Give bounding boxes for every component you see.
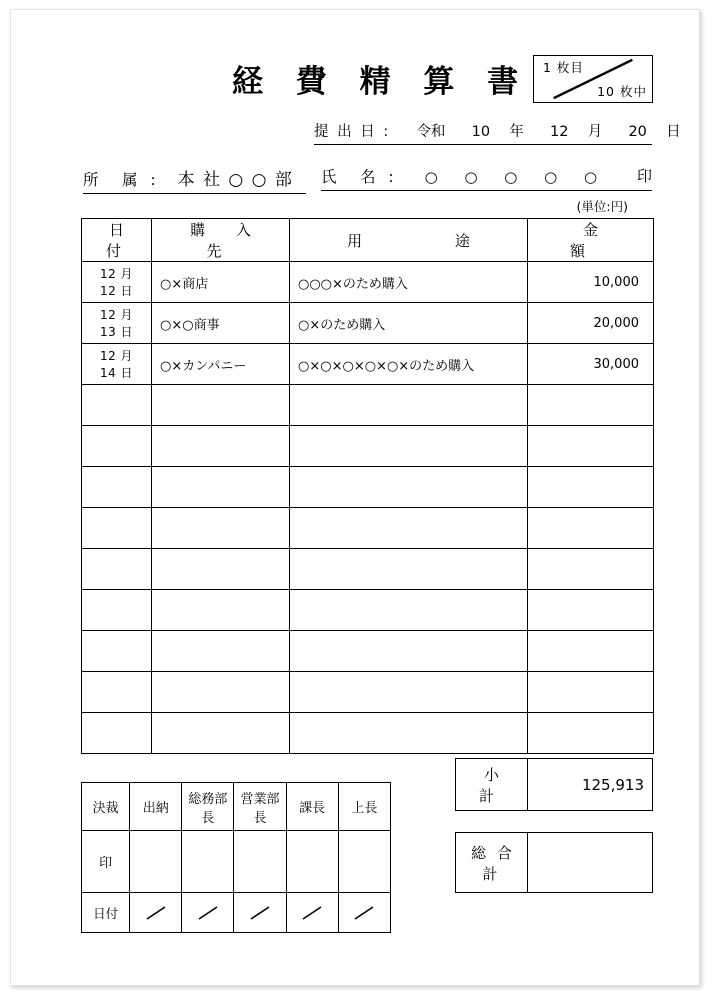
cell-use[interactable]: ○○○×のため購入: [290, 262, 528, 303]
grand-total-row: [456, 833, 653, 893]
cell-vendor[interactable]: [152, 426, 290, 467]
cell-use[interactable]: ○×のため購入: [290, 303, 528, 344]
approval-seal-row: [82, 831, 391, 893]
cell-amount[interactable]: [528, 713, 654, 754]
subtotal-value[interactable]: 125,913: [528, 759, 653, 811]
submit-date-label: 提 出 日 :: [314, 124, 391, 140]
cell-date[interactable]: [82, 590, 152, 631]
page-total-label: 10 枚中: [597, 84, 647, 99]
cell-amount[interactable]: [528, 631, 654, 672]
approval-header-section-chief: 課長: [286, 783, 338, 831]
cell-date[interactable]: 12 月 12 日: [82, 262, 152, 303]
approval-date-cell[interactable]: [338, 893, 390, 933]
cell-use[interactable]: [290, 385, 528, 426]
name-field[interactable]: [321, 165, 652, 191]
cell-vendor[interactable]: [152, 590, 290, 631]
approval-header-decision: 決裁: [82, 783, 130, 831]
page-title: 経 費 精 算 書: [232, 64, 530, 100]
cell-date[interactable]: [82, 467, 152, 508]
approval-seal-cell[interactable]: [286, 831, 338, 893]
approval-header-general-manager: 総務部長: [182, 783, 234, 831]
cell-date[interactable]: [82, 713, 152, 754]
approval-seal-cell[interactable]: [338, 831, 390, 893]
table-row[interactable]: [82, 385, 654, 426]
cell-vendor[interactable]: [152, 672, 290, 713]
grand-total-box: [455, 832, 653, 893]
approval-date-cell[interactable]: [286, 893, 338, 933]
cell-use[interactable]: [290, 426, 528, 467]
cell-amount[interactable]: [528, 508, 654, 549]
approval-date-row: [82, 893, 391, 933]
cell-date[interactable]: [82, 385, 152, 426]
cell-vendor[interactable]: [152, 385, 290, 426]
cell-vendor[interactable]: [152, 467, 290, 508]
slash-icon: [139, 903, 173, 923]
cell-use[interactable]: ○×○×○×○×○×のため購入: [290, 344, 528, 385]
cell-use[interactable]: [290, 713, 528, 754]
header-use: 用 途: [290, 219, 528, 262]
cell-vendor[interactable]: [152, 549, 290, 590]
header-date: 日 付: [82, 219, 152, 262]
table-row[interactable]: [82, 508, 654, 549]
slash-icon: [347, 903, 381, 923]
cell-vendor[interactable]: [152, 631, 290, 672]
cell-date[interactable]: [82, 549, 152, 590]
grand-total-value[interactable]: [528, 833, 653, 893]
subtotal-box: [455, 758, 653, 811]
department-label: 所 属 :: [83, 171, 160, 189]
cell-date[interactable]: [82, 672, 152, 713]
table-row[interactable]: [82, 590, 654, 631]
subtotal-label: 小 計: [456, 759, 528, 811]
approval-header-superior: 上長: [338, 783, 390, 831]
cell-use[interactable]: [290, 672, 528, 713]
cell-date[interactable]: [82, 508, 152, 549]
slash-icon: [243, 903, 277, 923]
submit-date-era: 令和: [416, 124, 446, 140]
cell-amount[interactable]: [528, 467, 654, 508]
submit-date-month[interactable]: 12: [550, 124, 569, 140]
page-count-box: [533, 55, 653, 103]
currency-unit-note: (単位:円): [576, 199, 628, 214]
cell-vendor[interactable]: ○×○商事: [152, 303, 290, 344]
cell-use[interactable]: [290, 631, 528, 672]
cell-amount[interactable]: [528, 672, 654, 713]
cell-vendor[interactable]: ○×商店: [152, 262, 290, 303]
cell-vendor[interactable]: [152, 508, 290, 549]
approval-seal-cell[interactable]: [182, 831, 234, 893]
name-seal-label: 印: [636, 167, 652, 185]
approval-seal-cell[interactable]: [130, 831, 182, 893]
cell-use[interactable]: [290, 590, 528, 631]
expense-table: [81, 218, 654, 754]
cell-amount[interactable]: [528, 426, 654, 467]
table-row[interactable]: [82, 303, 654, 344]
cell-amount[interactable]: 20,000: [528, 303, 654, 344]
approval-header-sales-manager: 営業部長: [234, 783, 286, 831]
cell-vendor[interactable]: [152, 713, 290, 754]
grand-total-label: 総 合 計: [456, 833, 528, 893]
table-row[interactable]: [82, 631, 654, 672]
approval-date-label: 日付: [82, 893, 130, 933]
approval-seal-cell[interactable]: [234, 831, 286, 893]
cell-date[interactable]: 12 月 13 日: [82, 303, 152, 344]
slash-icon: [191, 903, 225, 923]
expense-table-body: [82, 262, 654, 754]
approval-date-cell[interactable]: [234, 893, 286, 933]
cell-amount[interactable]: [528, 590, 654, 631]
cell-use[interactable]: [290, 467, 528, 508]
table-row[interactable]: [82, 426, 654, 467]
cell-use[interactable]: [290, 549, 528, 590]
subtotal-row: [456, 759, 653, 811]
table-row[interactable]: [82, 344, 654, 385]
expense-table-header-row: [82, 219, 654, 262]
cell-date[interactable]: 12 月 14 日: [82, 344, 152, 385]
cell-amount[interactable]: [528, 549, 654, 590]
name-value[interactable]: ○ ○ ○ ○ ○: [424, 168, 609, 186]
table-row[interactable]: [82, 549, 654, 590]
name-label: 氏 名 :: [321, 168, 398, 186]
cell-date[interactable]: [82, 631, 152, 672]
department-value[interactable]: 本 社 ○ ○ 部: [177, 170, 294, 190]
approval-table: [81, 782, 391, 933]
table-row[interactable]: [82, 713, 654, 754]
page-current-label: 1 枚目: [543, 60, 584, 75]
submit-date-year[interactable]: 10: [471, 124, 491, 140]
submit-date-day-unit: 日: [666, 124, 681, 140]
cell-amount[interactable]: 10,000: [528, 262, 654, 303]
document-paper: [10, 9, 700, 986]
table-row[interactable]: [82, 672, 654, 713]
submit-date-line: [314, 120, 681, 145]
approval-date-cell[interactable]: [182, 893, 234, 933]
submit-date-year-unit: 年: [509, 124, 524, 140]
approval-date-cell[interactable]: [130, 893, 182, 933]
header-vendor: 購 入 先: [152, 219, 290, 262]
table-row[interactable]: [82, 467, 654, 508]
department-field[interactable]: [83, 165, 306, 194]
table-row[interactable]: [82, 262, 654, 303]
slash-icon: [295, 903, 329, 923]
cell-amount[interactable]: [528, 385, 654, 426]
cell-date[interactable]: [82, 426, 152, 467]
submit-date-day[interactable]: 20: [628, 124, 647, 140]
approval-header-cashier: 出納: [130, 783, 182, 831]
cell-use[interactable]: [290, 508, 528, 549]
header-amount: 金 額: [528, 219, 654, 262]
approval-header-row: [82, 783, 391, 831]
submit-date-month-unit: 月: [587, 124, 603, 140]
cell-amount[interactable]: 30,000: [528, 344, 654, 385]
approval-seal-label: 印: [82, 831, 130, 893]
cell-vendor[interactable]: ○×カンパニー: [152, 344, 290, 385]
